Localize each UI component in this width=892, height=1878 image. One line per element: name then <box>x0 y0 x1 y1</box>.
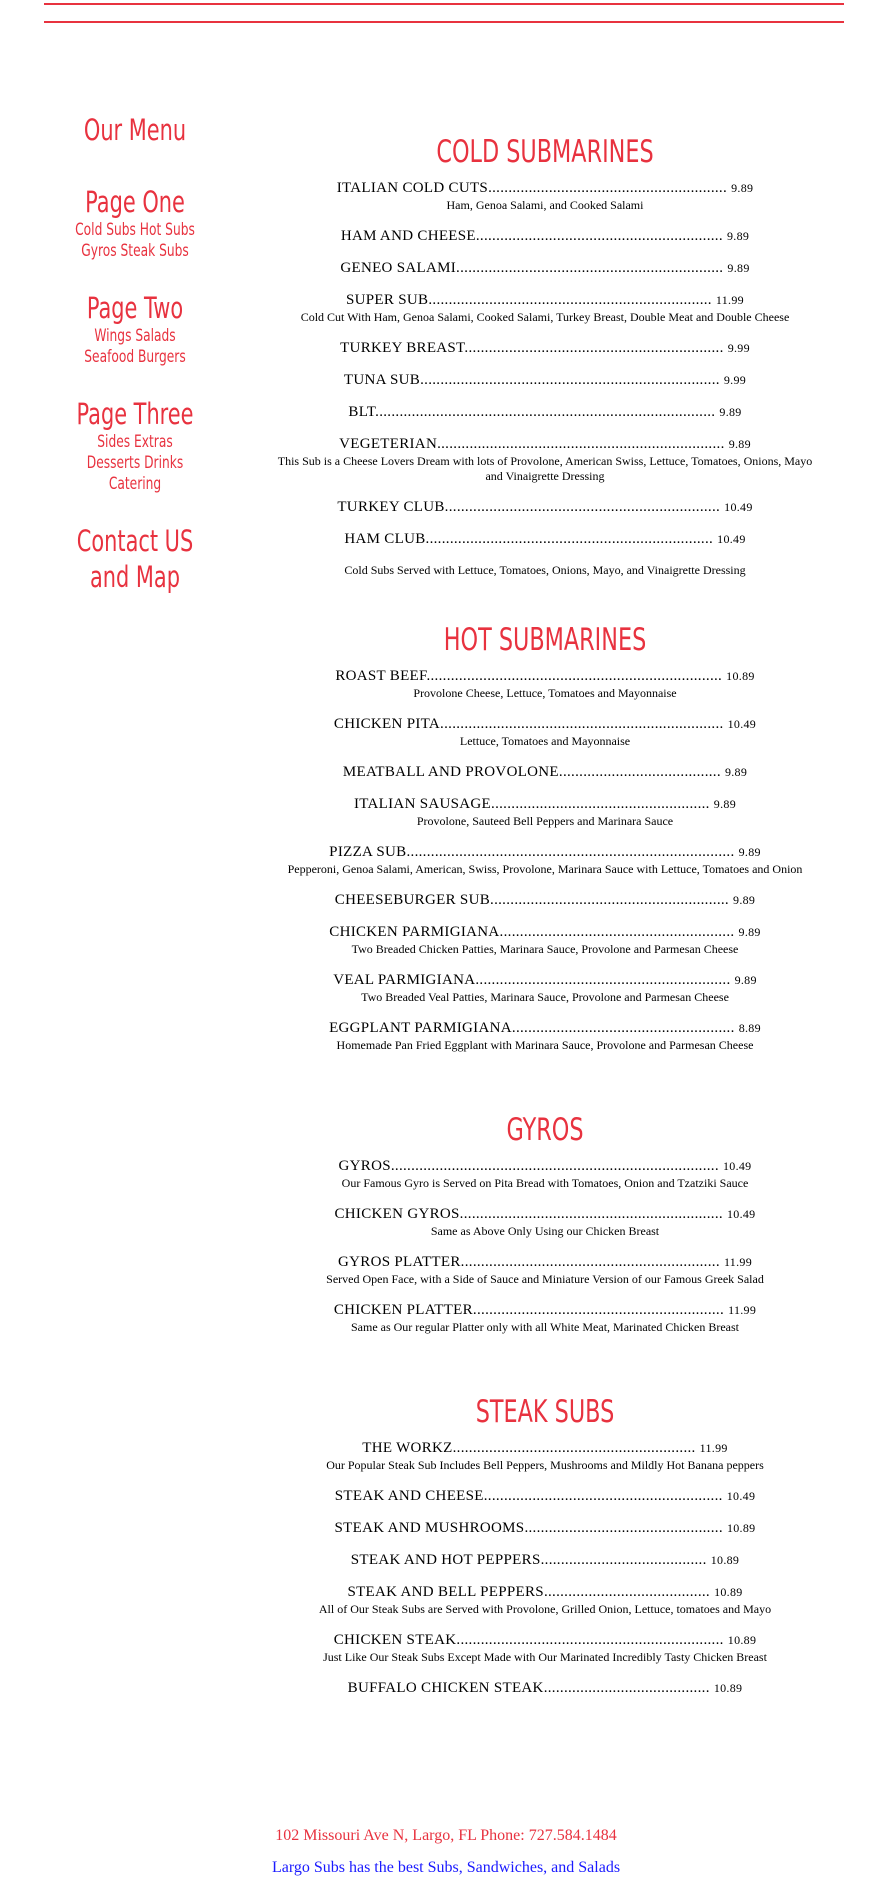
sidebar-nav <box>67 112 204 595</box>
item-name: ROAST BEEF <box>335 668 427 684</box>
menu-item-line <box>270 404 820 421</box>
item-name: CHICKEN PARMIGIANA <box>329 924 500 940</box>
item-name: STEAK AND MUSHROOMS <box>334 1520 525 1536</box>
item-price: 11.99 <box>723 1255 752 1269</box>
item-dots: ................................................................ <box>460 1254 720 1270</box>
item-name: TUNA SUB <box>343 372 421 388</box>
item-dots: ........................................................... <box>488 180 728 196</box>
menu-item-line <box>270 340 820 357</box>
item-name: ITALIAN SAUSAGE <box>353 796 492 812</box>
item-price: 10.49 <box>722 1159 752 1173</box>
menu-item-line <box>270 972 820 989</box>
menu-item <box>270 924 820 957</box>
item-description: Our Popular Steak Sub Includes Bell Peppers, Mushrooms and Mildly Hot Banana peppers <box>326 1458 764 1472</box>
item-description: This Sub is a Cheese Lovers Dream with lots of Provolone, American Swiss, Lettuce, Tomatoes, Onions, Mayo and Vinaigrette Dressing <box>277 454 813 483</box>
item-description: Lettuce, Tomatoes and Mayonnaise <box>459 734 631 748</box>
menu-item <box>270 1584 820 1617</box>
item-dots: .................................................................... <box>444 499 721 515</box>
footer-address: 102 Missouri Ave N, Largo, FL Phone: 727.584.1484 <box>275 1827 617 1844</box>
sidebar-page-link[interactable]: Page Two <box>86 291 184 325</box>
item-dots: .................................................................. <box>456 1632 724 1648</box>
menu-item-line <box>270 260 820 277</box>
item-price: 10.49 <box>726 1207 756 1221</box>
item-name: HAM CLUB <box>344 531 426 547</box>
menu-item-line <box>270 180 820 197</box>
footer <box>0 1826 892 1878</box>
item-name: TURKEY CLUB <box>337 499 445 515</box>
item-dots: ....................................................................... <box>437 436 725 452</box>
item-name: ITALIAN COLD CUTS <box>336 180 489 196</box>
item-name: EGGPLANT PARMIGIANA <box>329 1020 512 1036</box>
contact-line-1: Contact US <box>76 524 194 558</box>
menu-item <box>270 1520 820 1537</box>
menu-item <box>270 892 820 909</box>
menu-item <box>270 436 820 484</box>
menu-item-line <box>270 892 820 909</box>
item-name: BLT <box>348 404 376 420</box>
item-price: 10.49 <box>717 532 746 546</box>
item-dots: ............................................................. <box>475 228 723 244</box>
sidebar-sub-links[interactable]: Seafood Burgers <box>84 347 186 367</box>
item-name: SUPER SUB <box>346 292 429 308</box>
item-dots: ........................................................... <box>490 892 729 908</box>
menu-item <box>270 1488 820 1505</box>
menu-item <box>270 372 820 389</box>
menu-item-line <box>270 1632 820 1649</box>
menu-item <box>270 1440 820 1473</box>
item-dots: .......................................................................... <box>420 372 720 388</box>
item-price: 9.89 <box>738 845 761 859</box>
item-dots: .................................................................. <box>456 260 724 276</box>
item-price: 10.49 <box>726 1489 756 1503</box>
menu-item <box>270 499 820 516</box>
menu-item <box>270 1206 820 1239</box>
item-price: 9.89 <box>713 797 736 811</box>
menu-item <box>270 260 820 277</box>
sidebar-page-group <box>67 290 204 368</box>
menu-item <box>270 1020 820 1053</box>
item-price: 9.89 <box>733 893 756 907</box>
menu-item <box>270 228 820 245</box>
menu-item <box>270 1680 820 1697</box>
item-price: 9.89 <box>734 973 757 987</box>
menu-section <box>270 1110 820 1335</box>
item-price: 9.99 <box>727 341 750 355</box>
item-name: VEAL PARMIGIANA <box>333 972 476 988</box>
item-name: CHICKEN PLATTER <box>333 1302 473 1318</box>
menu-item-line <box>270 1680 820 1697</box>
footer-tagline-link[interactable]: Largo Subs has the best Subs, Sandwiches, and Salads <box>271 1859 621 1876</box>
menu-item <box>270 796 820 829</box>
menu-section <box>270 132 820 578</box>
menu-item-line <box>270 1302 820 1319</box>
item-name: CHICKEN STEAK <box>333 1632 457 1648</box>
item-name: CHICKEN PITA <box>333 716 441 732</box>
item-dots: ........................................................... <box>483 1488 723 1504</box>
item-name: CHEESEBURGER SUB <box>334 892 491 908</box>
menu-item-line <box>270 1584 820 1601</box>
item-price: 9.89 <box>726 229 750 243</box>
item-price: 9.99 <box>723 373 747 387</box>
item-dots: ......................................... <box>540 1552 707 1568</box>
item-price: 11.99 <box>728 1303 757 1317</box>
menu-item-line <box>270 499 820 516</box>
item-dots: ...................................................... <box>491 796 710 812</box>
item-dots: ................................................................................. <box>406 844 735 860</box>
item-price: 10.49 <box>727 717 757 731</box>
menu-item <box>270 1632 820 1665</box>
item-dots: ........................................ <box>558 764 721 780</box>
menu-item-line <box>270 292 820 309</box>
item-name: GYROS <box>338 1158 391 1174</box>
item-dots: ................................................. <box>524 1520 723 1536</box>
item-price: 10.89 <box>726 669 755 683</box>
menu-item <box>270 844 820 877</box>
sidebar-page-link[interactable]: Page Three <box>76 397 194 431</box>
item-price: 10.89 <box>714 1585 743 1599</box>
sidebar-sub-links[interactable]: Gyros Steak Subs <box>81 241 189 261</box>
item-name: BUFFALO CHICKEN STEAK <box>347 1680 544 1696</box>
item-name: THE WORKZ <box>362 1440 453 1456</box>
item-name: GENEO SALAMI <box>340 260 457 276</box>
item-description: Ham, Genoa Salami, and Cooked Salami <box>446 198 644 212</box>
item-description: Two Breaded Chicken Patties, Marinara Sauce, Provolone and Parmesan Cheese <box>351 942 739 956</box>
item-dots: .............................................................. <box>472 1302 725 1318</box>
item-description: Served Open Face, with a Side of Sauce and Miniature Version of our Famous Greek Salad <box>326 1272 764 1286</box>
item-description: Pepperoni, Genoa Salami, American, Swiss, Provolone, Marinara Sauce with Lettuce, Tomatoes and Onion <box>287 862 803 876</box>
sidebar-page-link[interactable]: Page One <box>85 185 185 219</box>
item-price: 10.49 <box>724 500 753 514</box>
menu-section <box>270 620 820 1053</box>
item-dots: ....................................................... <box>511 1020 735 1036</box>
item-description: Our Famous Gyro is Served on Pita Bread with Tomatoes, Onion and Tzatziki Sauce <box>341 1176 749 1190</box>
menu-item-line <box>270 924 820 941</box>
item-price: 9.89 <box>731 181 754 195</box>
menu-item-line <box>270 531 820 548</box>
menu-item <box>270 1254 820 1287</box>
item-price: 9.89 <box>738 925 761 939</box>
our-menu-link[interactable]: Our Menu <box>83 113 187 147</box>
item-description: Two Breaded Veal Patties, Marinara Sauce, Provolone and Parmesan Cheese <box>361 990 729 1004</box>
item-dots: ......................................................................... <box>426 668 723 684</box>
item-price: 9.89 <box>727 261 750 275</box>
sidebar-sub-links[interactable]: Catering <box>108 474 162 494</box>
menu-item-line <box>270 844 820 861</box>
item-price: 8.89 <box>738 1021 761 1035</box>
item-dots: ...................................................................... <box>428 292 712 308</box>
menu-item-line <box>270 1552 820 1569</box>
item-dots: ....................................................................... <box>425 531 714 547</box>
menu-item-line <box>270 1254 820 1271</box>
menu-item <box>270 180 820 213</box>
item-dots: ......................................... <box>543 1680 710 1696</box>
top-rule-2 <box>44 21 844 23</box>
sidebar-sub-links[interactable]: Wings Salads <box>94 326 176 346</box>
menu-item-line <box>270 372 820 389</box>
menu-item <box>270 531 820 548</box>
menu-section <box>270 1392 820 1697</box>
item-price: 10.89 <box>713 1681 743 1695</box>
item-name: STEAK AND HOT PEPPERS <box>350 1552 541 1568</box>
sidebar-page-group <box>67 396 204 495</box>
item-name: STEAK AND CHEESE <box>334 1488 484 1504</box>
menu-item <box>270 1302 820 1335</box>
item-description: Cold Cut With Ham, Genoa Salami, Cooked Salami, Turkey Breast, Double Meat and Double Cheese <box>300 310 790 324</box>
item-name: PIZZA SUB <box>329 844 407 860</box>
item-description: All of Our Steak Subs are Served with Provolone, Grilled Onion, Lettuce, tomatoes and Mayo <box>318 1602 772 1616</box>
item-price: 10.89 <box>710 1553 740 1567</box>
item-description: Same as Our regular Platter only with all White Meat, Marinated Chicken Breast <box>350 1320 739 1334</box>
item-price: 9.89 <box>719 405 742 419</box>
contact-us-link[interactable] <box>67 523 204 595</box>
menu-item-line <box>270 1206 820 1223</box>
section-note: Cold Subs Served with Lettuce, Tomatoes, Onions, Mayo, and Vinaigrette Dressing <box>344 563 746 577</box>
menu-item <box>270 292 820 325</box>
item-dots: ......................................... <box>543 1584 710 1600</box>
item-name: TURKEY BREAST <box>340 340 465 356</box>
item-name: CHICKEN GYROS <box>334 1206 460 1222</box>
item-name: GYROS PLATTER <box>338 1254 461 1270</box>
menu-item <box>270 764 820 781</box>
item-price: 11.99 <box>715 293 744 307</box>
item-price: 9.89 <box>724 765 748 779</box>
menu-item-line <box>270 436 820 453</box>
menu-item <box>270 668 820 701</box>
section-title: COLD SUBMARINES <box>436 134 654 170</box>
menu-item-line <box>270 764 820 781</box>
section-title: STEAK SUBS <box>475 1394 615 1430</box>
item-description: Same as Above Only Using our Chicken Breast <box>430 1224 660 1238</box>
item-price: 9.89 <box>728 437 751 451</box>
sidebar-sub-links[interactable]: Sides Extras <box>97 432 173 452</box>
menu-item-line <box>270 668 820 685</box>
item-name: HAM AND CHEESE <box>340 228 476 244</box>
sidebar-page-group <box>67 184 204 262</box>
menu-item-line <box>270 716 820 733</box>
sidebar-sub-links[interactable]: Cold Subs Hot Subs <box>75 220 195 240</box>
menu-item <box>270 340 820 357</box>
item-name: STEAK AND BELL PEPPERS <box>347 1584 544 1600</box>
menu-item-line <box>270 1488 820 1505</box>
item-dots: ............................................................... <box>475 972 731 988</box>
item-description: Homemade Pan Fried Eggplant with Marinara Sauce, Provolone and Parmesan Cheese <box>336 1038 754 1052</box>
item-dots: ...................................................................... <box>440 716 724 732</box>
sidebar-sub-links[interactable]: Desserts Drinks <box>86 453 184 473</box>
item-name: MEATBALL AND PROVOLONE <box>342 764 559 780</box>
menu-item-line <box>270 796 820 813</box>
item-price: 10.89 <box>727 1633 757 1647</box>
contact-line-2: and Map <box>90 560 180 594</box>
top-rule-1 <box>44 3 844 5</box>
menu-item <box>270 1158 820 1191</box>
item-dots: .......................................................... <box>499 924 735 940</box>
item-dots: .................................................................................... <box>375 404 716 420</box>
menu-item-line <box>270 1520 820 1537</box>
item-dots: ................................................................ <box>464 340 724 356</box>
item-description: Just Like Our Steak Subs Except Made with Our Marinated Incredibly Tasty Chicken Breast <box>323 1650 767 1664</box>
menu-item-line <box>270 1440 820 1457</box>
menu-item-line <box>270 228 820 245</box>
item-description: Provolone Cheese, Lettuce, Tomatoes and Mayonnaise <box>413 686 677 700</box>
menu-content <box>270 132 820 1754</box>
item-dots: ............................................................ <box>452 1440 696 1456</box>
menu-item <box>270 404 820 421</box>
section-title: HOT SUBMARINES <box>443 622 647 658</box>
item-price: 10.89 <box>726 1521 756 1535</box>
menu-item-line <box>270 1158 820 1175</box>
item-dots: ................................................................................. <box>390 1158 719 1174</box>
menu-item-line <box>270 1020 820 1037</box>
item-name: VEGETERIAN <box>339 436 438 452</box>
item-dots: ................................................................. <box>459 1206 723 1222</box>
item-price: 11.99 <box>699 1441 728 1455</box>
item-description: Provolone, Sauteed Bell Peppers and Marinara Sauce <box>416 814 674 828</box>
menu-item <box>270 716 820 749</box>
menu-item <box>270 972 820 1005</box>
menu-item <box>270 1552 820 1569</box>
section-title: GYROS <box>506 1112 584 1148</box>
